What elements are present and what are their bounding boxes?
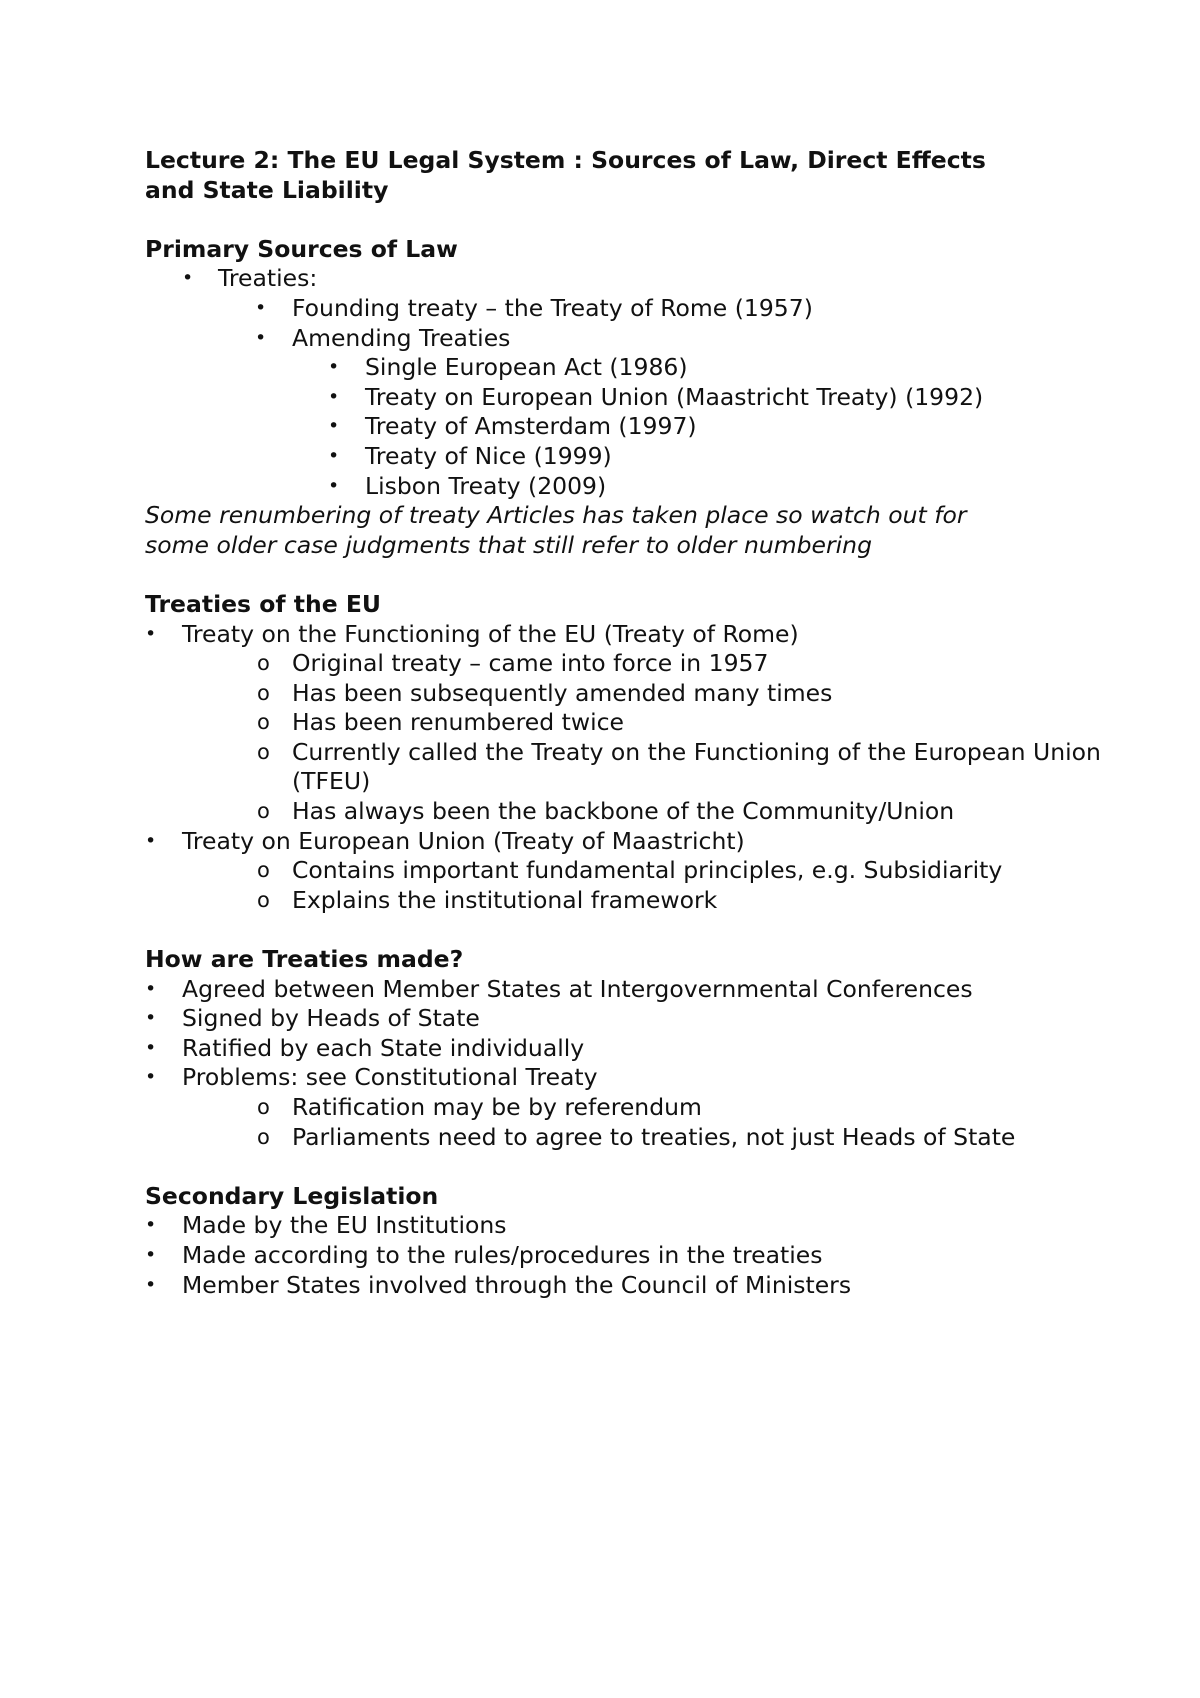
- list-item-text: Amending Treaties: [292, 323, 511, 352]
- document-title: [145, 146, 1105, 205]
- note-line-2: some older case judgments that still refer to older numbering: [145, 530, 872, 559]
- list-item: [145, 649, 1105, 679]
- bullet-icon: •: [145, 1066, 157, 1089]
- bullet-icon: •: [255, 296, 267, 319]
- list-item: [145, 1271, 1105, 1301]
- bullet-icon: •: [328, 385, 340, 408]
- bullet-icon: •: [328, 444, 340, 467]
- list-item: [145, 383, 1105, 413]
- sub-bullet-icon: o: [257, 1124, 270, 1149]
- list-item-text: Contains important fundamental principles, e.g. Subsidiarity: [292, 856, 1003, 885]
- list-item: [145, 1063, 1105, 1093]
- list-item: [145, 1123, 1105, 1153]
- list-item-text: Ratification may be by referendum: [292, 1093, 702, 1121]
- list-item-text: Member States involved through the Council of Ministers: [182, 1270, 852, 1299]
- list-item: [145, 975, 1105, 1005]
- title-line-2: and State Liability: [145, 175, 389, 204]
- renumbering-note: [145, 501, 1105, 560]
- spacer: [145, 915, 1105, 945]
- list-item-text: Has been subsequently amended many times: [292, 678, 833, 707]
- list-item-text: Founding treaty – the Treaty of Rome (1957): [292, 293, 813, 322]
- list-item: [145, 442, 1105, 472]
- list-item: [145, 294, 1105, 324]
- spacer: [145, 205, 1105, 235]
- document-page: [145, 146, 1105, 1300]
- bullet-icon: •: [328, 474, 340, 497]
- bullet-icon: •: [145, 1243, 157, 1266]
- bullet-icon: •: [145, 1036, 157, 1059]
- list-item-text: Treaty on European Union (Maastricht Treaty) (1992): [365, 382, 984, 411]
- bullet-icon: •: [145, 1007, 157, 1030]
- heading-secondary-legislation: Secondary Legislation: [145, 1181, 439, 1210]
- list-item-text: Agreed between Member States at Intergovernmental Conferences: [182, 974, 973, 1003]
- note-line-1: Some renumbering of treaty Articles has taken place so watch out for: [145, 501, 967, 530]
- list-item-text: Treaty of Amsterdam (1997): [365, 412, 697, 441]
- bullet-icon: •: [145, 829, 157, 852]
- list-item-text: Problems: see Constitutional Treaty: [182, 1063, 598, 1092]
- sub-bullet-icon: o: [257, 799, 270, 824]
- list-item-text: Has been renumbered twice: [292, 708, 624, 737]
- list-item: [145, 1211, 1105, 1241]
- bullet-icon: •: [255, 326, 267, 349]
- list-item: [145, 1093, 1105, 1123]
- list-item: [145, 827, 1105, 857]
- list-item-text: Made by the EU Institutions: [182, 1211, 507, 1240]
- list-item: [145, 324, 1105, 354]
- list-item-text: Has always been the backbone of the Community/Union: [292, 797, 955, 826]
- bullet-icon: •: [182, 267, 194, 290]
- list-item: [145, 472, 1105, 502]
- list-item: [145, 886, 1105, 916]
- heading-treaties-of-eu: Treaties of the EU: [145, 589, 381, 618]
- bullet-icon: •: [145, 1273, 157, 1296]
- list-item-text: Currently called the Treaty on the Functioning of the European Union (TFEU): [292, 737, 1101, 796]
- heading-primary-sources: Primary Sources of Law: [145, 234, 458, 263]
- title-line-1: Lecture 2: The EU Legal System : Sources of Law, Direct Effects: [145, 146, 986, 174]
- list-item-text: Treaty of Nice (1999): [365, 441, 612, 470]
- list-item: [145, 620, 1105, 650]
- spacer: [145, 1152, 1105, 1182]
- list-item: [145, 1241, 1105, 1271]
- sub-bullet-icon: o: [257, 651, 270, 676]
- list-item: [145, 856, 1105, 886]
- list-item: [145, 738, 1105, 797]
- sub-bullet-icon: o: [257, 858, 270, 883]
- list-item: [145, 708, 1105, 738]
- heading-how-treaties-made: How are Treaties made?: [145, 945, 464, 974]
- sub-bullet-icon: o: [257, 710, 270, 735]
- bullet-icon: •: [145, 977, 157, 1000]
- list-item-text: Treaty on European Union (Treaty of Maastricht): [182, 826, 745, 855]
- list-item: [145, 1034, 1105, 1064]
- bullet-icon: •: [145, 1214, 157, 1237]
- list-item-text: Treaty on the Functioning of the EU (Treaty of Rome): [182, 619, 799, 648]
- bullet-icon: •: [328, 356, 340, 379]
- list-item: [145, 797, 1105, 827]
- list-item-text: Ratified by each State individually: [182, 1033, 585, 1062]
- list-item: [145, 353, 1105, 383]
- bullet-icon: •: [328, 415, 340, 438]
- spacer: [145, 560, 1105, 590]
- list-item: [145, 679, 1105, 709]
- list-item: [145, 412, 1105, 442]
- sub-bullet-icon: o: [257, 739, 270, 764]
- list-item-text: Parliaments need to agree to treaties, not just Heads of State: [292, 1122, 1016, 1151]
- list-item: [145, 264, 1105, 294]
- list-item-text: Treaties:: [218, 264, 318, 293]
- list-item-text: Explains the institutional framework: [292, 885, 718, 914]
- sub-bullet-icon: o: [257, 680, 270, 705]
- list-item-text: Lisbon Treaty (2009): [365, 471, 607, 500]
- list-item-text: Made according to the rules/procedures in the treaties: [182, 1240, 823, 1269]
- list-item: [145, 1004, 1105, 1034]
- sub-bullet-icon: o: [257, 1095, 270, 1119]
- list-item-text: Original treaty – came into force in 1957: [292, 649, 769, 678]
- list-item-text: Signed by Heads of State: [182, 1004, 480, 1033]
- sub-bullet-icon: o: [257, 887, 270, 912]
- bullet-icon: •: [145, 622, 157, 645]
- list-item-text: Single European Act (1986): [365, 353, 688, 382]
